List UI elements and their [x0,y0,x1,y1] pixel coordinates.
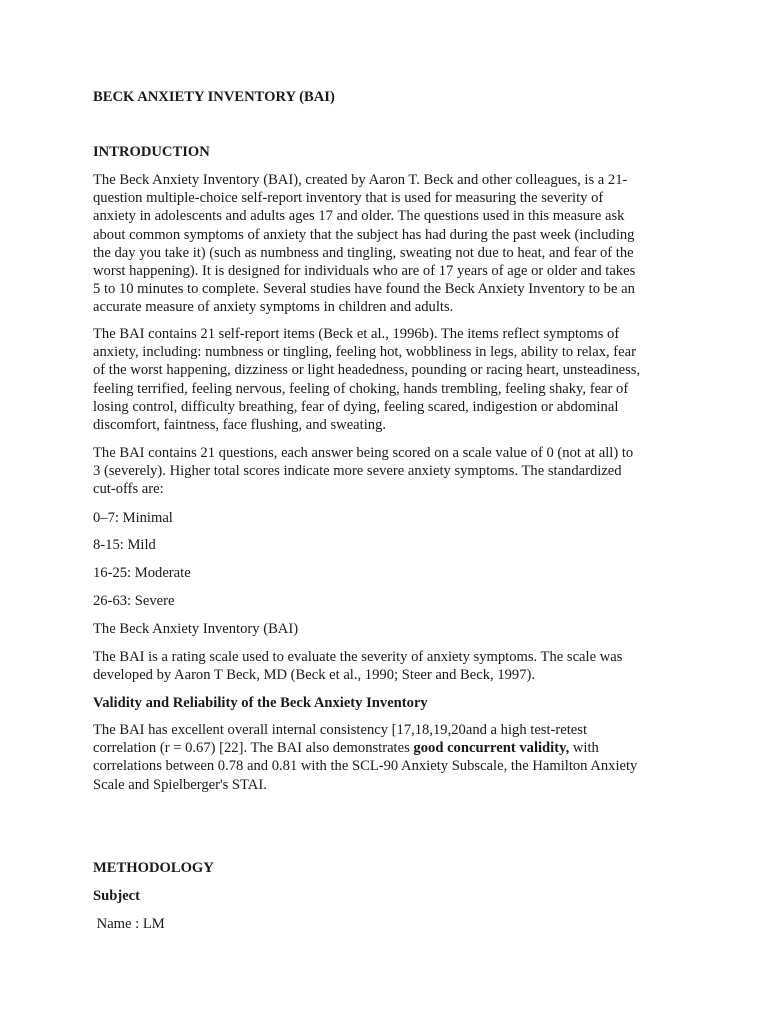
paragraph-line: 3 (severely). Higher total scores indicate more severe anxiety symptoms. The standardized [93,463,622,480]
paragraph-line [93,739,678,757]
intro-paragraph-1 [93,171,678,317]
paragraph-line: of the worst happening, dizziness or light headedness, pounding or racing heart, unsteadiness, [93,362,641,379]
paragraph-line: feeling terrified, feeling nervous, feeling of choking, hands trembling, feeling shaky, fear of [93,380,629,397]
paragraph-line: The Beck Anxiety Inventory (BAI), created by Aaron T. Beck and other colleagues, is a 21- [93,172,628,188]
paragraph-line: worst happening). It is designed for individuals who are of 17 years of age or older and takes [93,263,636,280]
subject-name: Name : LM [93,916,165,932]
paragraph-line: correlations between 0.78 and 0.81 with the SCL-90 Anxiety Subscale, the Hamilton Anxiety [93,758,638,775]
paragraph-text: with [569,740,599,757]
paragraph-line: The BAI has excellent overall internal consistency [17,18,19,20and a high test-retest [93,722,588,738]
intro-paragraph-2 [93,325,678,434]
bai-label: The Beck Anxiety Inventory (BAI) [93,621,299,637]
validity-heading: Validity and Reliability of the Beck Anxiety Inventory [93,695,428,711]
paragraph-line: developed by Aaron T Beck, MD (Beck et al., 1990; Steer and Beck, 1997). [93,667,536,684]
methodology-heading: METHODOLOGY [93,860,214,876]
paragraph-line: 5 to 10 minutes to complete. Several studies have found the Beck Anxiety Inventory to be an [93,281,635,298]
paragraph-line: The BAI contains 21 self-report items (Beck et al., 1996b). The items reflect symptoms of [93,326,620,342]
subject-heading: Subject [93,888,141,904]
paragraph-text: correlation (r = 0.67) [22]. The BAI also demonstrates [93,740,414,757]
validity-paragraph [93,721,678,794]
paragraph-line: The BAI contains 21 questions, each answer being scored on a scale value of 0 (not at all) to [93,445,634,461]
paragraph-line: question multiple-choice self-report inventory that is used for measuring the severity of [93,190,604,207]
introduction-heading: INTRODUCTION [93,144,210,160]
intro-paragraph-3 [93,444,678,499]
paragraph-line: the day you take it) (such as numbness and tingling, sweating not due to heat, and fear of the [93,244,634,261]
intro-paragraph-4 [93,648,678,684]
cutoff-mild: 8-15: Mild [93,537,156,553]
paragraph-line: The BAI is a rating scale used to evaluate the severity of anxiety symptoms. The scale was [93,649,623,665]
emphasis-text: good concurrent validity, [413,740,570,757]
paragraph-line: accurate measure of anxiety symptoms in children and adults. [93,299,454,316]
paragraph-line: discomfort, faintness, face flushing, and sweating. [93,417,387,434]
document-title: BECK ANXIETY INVENTORY (BAI) [93,89,335,105]
paragraph-line: anxiety in adolescents and adults ages 17 and older. The questions used in this measure ask [93,208,625,225]
paragraph-line: losing control, difficulty breathing, fear of dying, feeling scared, indigestion or abdominal [93,398,619,415]
paragraph-line: cut-offs are: [93,481,164,498]
paragraph-line: anxiety, including: numbness or tingling, feeling hot, wobbliness in legs, ability to relax, fear [93,344,636,361]
paragraph-line: about common symptoms of anxiety that the subject has had during the past week (including [93,226,635,243]
cutoff-minimal: 0–7: Minimal [93,510,173,526]
paragraph-line: Scale and Spielberger's STAI. [93,776,267,793]
cutoff-moderate: 16-25: Moderate [93,565,191,581]
cutoff-severe: 26-63: Severe [93,593,175,609]
